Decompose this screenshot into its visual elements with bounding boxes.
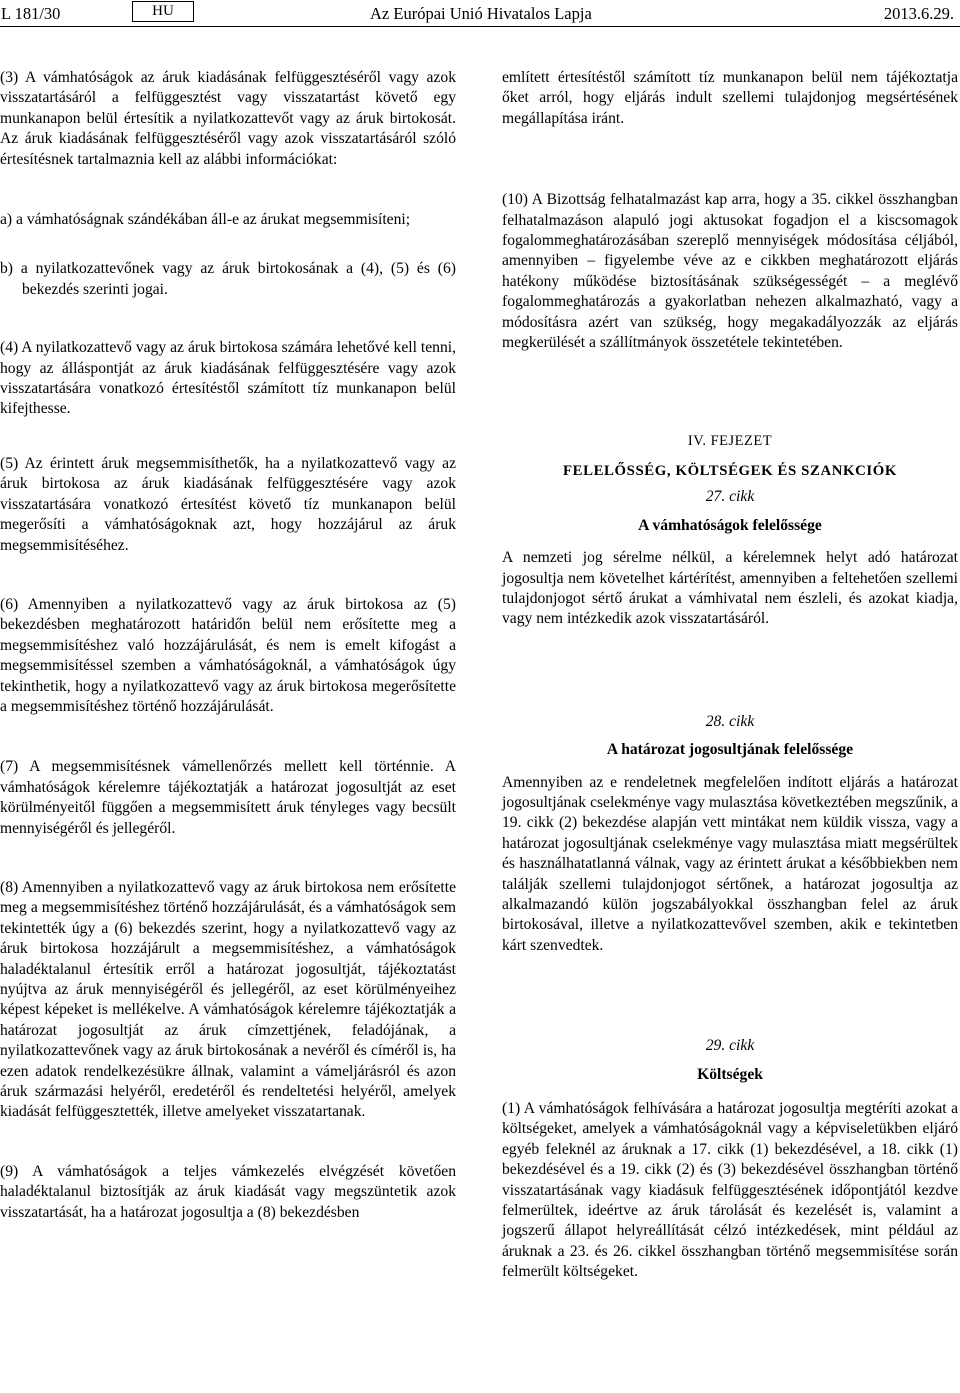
article-27-title: A vámhatóságok felelőssége (638, 516, 822, 534)
right-column (502, 68, 958, 1283)
paragraph-5: (5) Az érintett áruk megsemmisíthetők, ha a nyilatkozattevő vagy az áruk birtokosa az áruk kiadásának felfüggesztésére vagy azok visszatartására vonatkozó értesítést követő tíz munkanapon belül megerősíti a vámhatóságoknak azt, hogy hozzájárul az áruk megsemmisítéséhez. (0, 454, 456, 554)
list-item-a: a) a vámhatóságnak szándékában áll-e az árukat megsemmisíteni; (0, 211, 411, 229)
journal-title: Az Európai Unió Hivatalos Lapja (370, 4, 592, 23)
paragraph-9: (9) A vámhatóságok a teljes vámkezelés elvégzését követően haladéktalanul biztosítják az áruk kiadását vagy megszüntetik azok visszatartását, ha a határozat jogosultja a (8) bekezdésben (0, 1162, 456, 1221)
article-29-paragraph-1: (1) A vámhatóságok felhívására a határozat jogosultja megtéríti azokat a költségeket, amelyek a vámhatóságoknál vagy a képviseletükben eljáró egyéb feleknél az áruknak a 17. cikk (1) bekezdésével, a 18. cikk (1) bekezdésével és a 19. cikk (2) és (3) bekezdésével összhangban történő visszatartásának vagy kiadásuk felfüggesztésének időpontjától kezdve felmerültek, ideértve az áruk tárolását és kezelését is, valamint a jogszerű állapot helyreállítását célzó intézkedések, mint például az áruknak a 23. és 26. cikkel összhangban történő megsemmisítése során felmerült költségeket. (502, 1100, 958, 1281)
article-27-text: A nemzeti jog sérelme nélkül, a kérelemnek helyt adó határozat jogosultja nem követelhet kártérítést, amennyiben a feltehetően szellemi tulajdonjogot sértő árukat a vámhivatal nem észleli, és azokat kiadja, vagy nem intézkedik azok visszatartásáról. (502, 549, 958, 628)
paragraph-10: (10) A Bizottság felhatalmazást kap arra, hogy a 35. cikkel összhangban felhatalmazáson alapuló jogi aktusokat fogadjon el a kiscsomagok fogalommeghatározásában szereplő mennyiségek módosítása céljából, amennyiben – figyelembe véve az e cikkben meghatározott eljárás hatékony működése biztosításának szükségességét – a meglévő fogalommeghatározás a gyakorlatban nehezen alkalmazható, vagy a módosításra azért van szükség, hogy megakadályozzák az eljárás megkerülését a szállítmányok összetétele tekintetében. (502, 191, 958, 352)
page-header (0, 0, 960, 27)
article-28-title: A határozat jogosultjának felelőssége (606, 741, 854, 759)
article-28-text: Amennyiben az e rendeletnek megfelelően indított eljárás a határozat jogosultjának cselekménye vagy mulasztása következtében megszűnik, a 19. cikk (2) bekezdése alapján vett mintákat nem küldik vissza, vagy a határozat jogosultjának cselekménye vagy mulasztása miatt megsérültek és használhatatlanná válnak, vagy az érintett árukat a későbbiekben nem találják szellemi tulajdonjogot sértőnek, a határozat jogosultja az alkalmazandó külön jogszabályokkal összhangban felel az áruk birtokosával, illetve a nyilatkozattevővel szemben, akik e tekintetben kárt szenvedtek. (502, 773, 958, 954)
article-27-number: 27. cikk (705, 488, 755, 506)
publication-date: 2013.6.29. (883, 4, 954, 23)
paragraph-4: (4) A nyilatkozattevő vagy az áruk birtokosa számára lehetővé kell tenni, hogy az álláspontját az áruk kiadásának felfüggesztésére vagy azok visszatartására vonatkozó értesítéstől számított tíz munkanapon belül kifejthesse. (0, 339, 456, 418)
paragraph-7: (7) A megsemmisítésnek vámellenőrzés mellett kell történnie. A vámhatóságok kérelemre tájékoztatják a határozat jogosultját az eset körülményeitől függően a megsemmisített áruk tényleges vagy becsült mennyiségéről és jellegéről. (0, 758, 456, 837)
chapter-title: FELELŐSSÉG, KÖLTSÉGEK ÉS SZANKCIÓK (563, 462, 897, 479)
article-29-title: Költségek (697, 1065, 763, 1083)
paragraph-3: (3) A vámhatóságok az áruk kiadásának felfüggesztéséről vagy azok visszatartásáról a felfüggesztést vagy visszatartást követő egy munkanapon belül értesítik a nyilatkozattevőt vagy az áruk birtokosát. Az áruk kiadásának felfüggesztéséről vagy azok visszatartásáról szóló értesítésnek tartalmaznia kell az alábbi információkat: (0, 69, 456, 168)
article-28-number: 28. cikk (705, 712, 755, 730)
language-code-box: HU (132, 1, 194, 22)
list-item-b: b) a nyilatkozattevőnek vagy az áruk birtokosának a (4), (5) és (6) bekezdés szerinti jogai. (0, 260, 456, 298)
paragraph-6: (6) Amennyiben a nyilatkozattevő vagy az áruk birtokosa az (5) bekezdésben meghatározott határidőn belül nem erősítette meg a megsemmisítéshez való hozzájárulását, és nem is emelt kifogást a megsemmisítéssel szemben a vámhatóságoknál, a vámhatóságok úgy tekinthetik, hogy a nyilatkozattevő vagy az áruk birtokosa megerősítette a megsemmisítéshez történő hozzájárulását. (0, 595, 456, 715)
page-number: L 181/30 (1, 4, 61, 23)
paragraph-continuation: említett értesítéstől számított tíz munkanapon belül nem tájékoztatja őket arról, hogy eljárás indult szellemi tulajdonjog megsértésének megállapítása iránt. (502, 69, 958, 127)
left-column (0, 68, 456, 1223)
paragraph-8: (8) Amennyiben a nyilatkozattevő vagy az áruk birtokosa nem erősítette meg a megsemmisítéshez történő hozzájárulását, és a vámhatóságok sem tekintették úgy a (6) bekezdés szerint, hogy a nyilatkozattevő vagy az áruk birtokosa hozzájárult a megsemmisítéshez, a vámhatóságok haladéktalanul értesítik erről a határozat jogosultját, tájékoztatást nyújtva az áruk mennyiségéről és jellegéről, az eset körülményeihez képest képeket is mellékelve. A vámhatóságok kérelemre tájékoztatják a határozat jogosultját az áruk címzettjének, feladójának, a nyilatkozattevőnek vagy az áruk birtokosának a nevéről és címéről is, ha ezen adatok rendelkezésükre állnak, valamint a vámeljárásról és azon áruk származási helyéről, eredetéről és rendeltetési helyéről, amelyek kiadását felfüggesztették, illetve amelyeket visszatartanak. (0, 878, 456, 1121)
chapter-number: IV. FEJEZET (687, 433, 773, 450)
article-29-number: 29. cikk (705, 1037, 755, 1055)
